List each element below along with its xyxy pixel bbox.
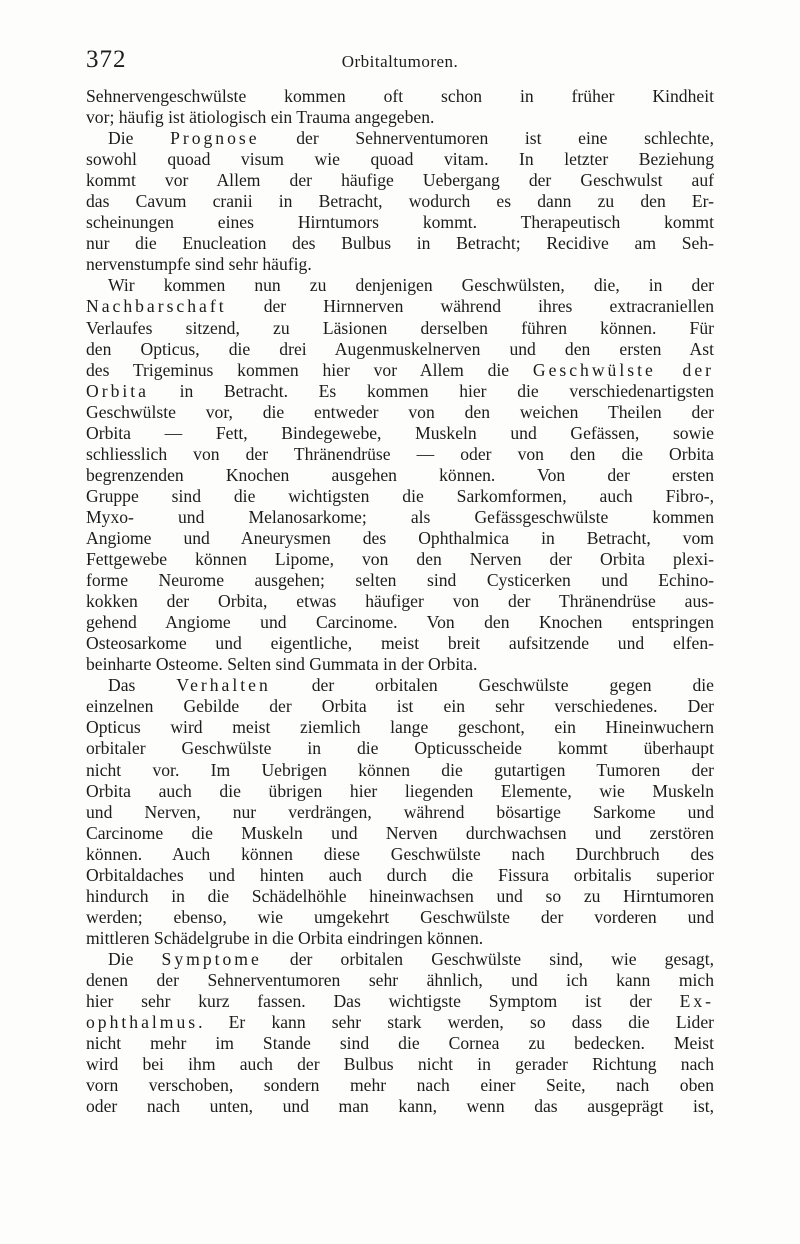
- text-run: nervenstumpfe sind sehr häufig.: [86, 254, 312, 275]
- text-line: [86, 886, 714, 907]
- text-line: [86, 296, 714, 317]
- text-run: denen der Sehnerventumoren sehr ähnlich, und ich kann mich: [86, 969, 714, 990]
- text-line: [86, 549, 714, 570]
- text-line: [86, 381, 714, 402]
- text-line: [86, 339, 714, 360]
- text-run: nur die Enucleation des Bulbus in Betracht; Recidive am Seh-: [86, 233, 714, 254]
- text-run: der Sehnerventumoren ist eine schlechte,: [259, 128, 714, 149]
- text-run: und Nerven, nur verdrängen, während bösartige Sarkome und: [86, 801, 714, 822]
- text-line: [86, 633, 714, 654]
- text-line: [86, 465, 714, 486]
- text-run: das Cavum cranii in Betracht, wodurch es dann zu den Er-: [86, 191, 714, 212]
- text-run: wird bei ihm auch der Bulbus nicht in gerader Richtung nach: [86, 1054, 714, 1075]
- text-run: der orbitalen Geschwülste sind, wie gesagt,: [261, 948, 714, 969]
- text-line: [86, 86, 714, 107]
- text-line: [86, 254, 714, 275]
- text-line: [86, 844, 714, 865]
- text-run: mittleren Schädelgrube in die Orbita eindringen können.: [86, 927, 484, 948]
- emphasized-term: Verhalten: [176, 675, 271, 696]
- text-run: gehend Angiome und Carcinome. Von den Knochen entspringen: [86, 612, 714, 633]
- text-run: hier sehr kurz fassen. Das wichtigste Symptom ist der: [86, 991, 680, 1012]
- text-run: Sehnervengeschwülste kommen oft schon in früher Kindheit: [86, 86, 714, 106]
- text-line: [86, 907, 714, 928]
- text-run: Das: [108, 675, 177, 696]
- text-run: den Opticus, die drei Augenmuskelnerven und den ersten Ast: [86, 338, 714, 359]
- text-line: [86, 760, 714, 781]
- text-line: [86, 170, 714, 191]
- text-line: [86, 949, 714, 970]
- text-run: vor; häufig ist ätiologisch ein Trauma angegeben.: [86, 107, 435, 128]
- text-run: der orbitalen Geschwülste gegen die: [270, 675, 714, 696]
- text-run: Osteosarkome und eigentliche, meist breit aufsitzende und elfen-: [86, 633, 714, 654]
- text-run: Orbita auch die übrigen hier liegenden Elemente, wie Muskeln: [86, 780, 714, 801]
- text-line: [86, 107, 714, 128]
- text-run: Angiome und Aneurysmen des Ophthalmica in Betracht, vom: [86, 527, 714, 548]
- text-line: [86, 1033, 714, 1054]
- text-run: nicht mehr im Stande sind die Cornea zu bedecken. Meist: [86, 1033, 714, 1054]
- text-line: [86, 928, 714, 949]
- text-run: hindurch in die Schädelhöhle hineinwachsen und so zu Hirntumoren: [86, 885, 714, 906]
- text-line: [86, 738, 714, 759]
- text-line: [86, 128, 714, 149]
- text-line: [86, 781, 714, 802]
- text-line: [86, 1096, 714, 1117]
- text-line: [86, 275, 714, 296]
- text-line: [86, 212, 714, 233]
- text-run: begrenzenden Knochen ausgehen können. Von der ersten: [86, 464, 714, 485]
- text-line: [86, 149, 714, 170]
- text-line: [86, 570, 714, 591]
- text-run: einzelnen Gebilde der Orbita ist ein sehr verschiedenes. Der: [86, 696, 714, 717]
- text-line: [86, 528, 714, 549]
- text-run: des Trigeminus kommen hier vor Allem die: [86, 359, 533, 380]
- text-line: [86, 802, 714, 823]
- text-run: Fettgewebe können Lipome, von den Nerven der Orbita plexi-: [86, 549, 714, 570]
- text-line: [86, 591, 714, 612]
- text-line: [86, 1054, 714, 1075]
- text-line: [86, 318, 714, 339]
- text-line: [86, 991, 714, 1012]
- text-run: kokken der Orbita, etwas häufiger von der Thränendrüse aus-: [86, 591, 714, 612]
- text-line: [86, 717, 714, 738]
- text-run: orbitaler Geschwülste in die Opticusscheide kommt überhaupt: [86, 738, 714, 759]
- text-run: in Betracht. Es kommen hier die verschiedenartigsten: [148, 380, 714, 401]
- text-line: [86, 360, 714, 381]
- text-line: [86, 486, 714, 507]
- text-run: Die: [108, 128, 171, 149]
- text-line: [86, 444, 714, 465]
- text-line: [86, 865, 714, 886]
- text-line: [86, 696, 714, 717]
- emphasized-term: Ex-: [679, 991, 714, 1012]
- text-run: können. Auch können diese Geschwülste nach Durchbruch des: [86, 843, 714, 864]
- running-head: [86, 46, 714, 80]
- text-run: Die: [108, 948, 162, 969]
- body-text: [86, 86, 714, 1117]
- text-line: [86, 675, 714, 696]
- text-run: Myxo- und Melanosarkome; als Gefässgeschwülste kommen: [86, 506, 714, 527]
- emphasized-term: Orbita: [86, 380, 149, 401]
- text-line: [86, 1012, 714, 1033]
- text-line: [86, 612, 714, 633]
- text-run: vorn verschoben, sondern mehr nach einer Seite, nach oben: [86, 1075, 714, 1096]
- text-line: [86, 1075, 714, 1096]
- text-run: Verlaufes sitzend, zu Läsionen derselben führen können. Für: [86, 317, 714, 338]
- text-run: Wir kommen nun zu denjenigen Geschwülsten, die, in der: [108, 275, 714, 296]
- text-run: sowohl quoad visum wie quoad vitam. In letzter Beziehung: [86, 149, 714, 170]
- emphasized-term: Prognose: [170, 128, 260, 149]
- text-run: schliesslich von der Thränendrüse — oder von den die Orbita: [86, 443, 714, 464]
- text-run: Orbita — Fett, Bindegewebe, Muskeln und Gefässen, sowie: [86, 422, 714, 443]
- text-run: der Hirnnerven während ihres extracraniellen: [226, 296, 714, 317]
- text-run: Geschwülste vor, die entweder von den weichen Theilen der: [86, 401, 714, 422]
- text-line: [86, 654, 714, 675]
- page-number: 372: [86, 46, 127, 73]
- emphasized-term: Symptome: [161, 948, 262, 969]
- text-line: [86, 970, 714, 991]
- text-run: Orbitaldaches und hinten auch durch die Fissura orbitalis superior: [86, 864, 714, 885]
- emphasized-term: ophthalmus: [86, 1012, 199, 1033]
- text-run: scheinungen eines Hirntumors kommt. Therapeutisch kommt: [86, 212, 714, 233]
- running-title: Orbitaltumoren.: [341, 52, 459, 71]
- text-run: . Er kann sehr stark werden, so dass die Lider: [198, 1012, 714, 1033]
- text-run: Gruppe sind die wichtigsten die Sarkomformen, auch Fibro-,: [86, 485, 714, 506]
- text-line: [86, 507, 714, 528]
- text-run: Opticus wird meist ziemlich lange geschont, ein Hineinwuchern: [86, 717, 714, 738]
- text-line: [86, 191, 714, 212]
- text-run: werden; ebenso, wie umgekehrt Geschwülste der vorderen und: [86, 906, 714, 927]
- text-run: oder nach unten, und man kann, wenn das ausgeprägt ist,: [86, 1096, 714, 1117]
- emphasized-term: Nachbarschaft: [86, 296, 227, 317]
- text-run: kommt vor Allem der häufige Uebergang der Geschwulst auf: [86, 170, 714, 191]
- text-run: nicht vor. Im Uebrigen können die gutartigen Tumoren der: [86, 759, 714, 780]
- text-run: beinharte Osteome. Selten sind Gummata in der Orbita.: [86, 654, 478, 675]
- text-run: Carcinome die Muskeln und Nerven durchwachsen und zerstören: [86, 822, 714, 843]
- text-line: [86, 233, 714, 254]
- text-line: [86, 823, 714, 844]
- text-line: [86, 423, 714, 444]
- text-line: [86, 402, 714, 423]
- text-run: forme Neurome ausgehen; selten sind Cysticerken und Echino-: [86, 570, 714, 591]
- emphasized-term: Geschwülste der: [532, 359, 715, 380]
